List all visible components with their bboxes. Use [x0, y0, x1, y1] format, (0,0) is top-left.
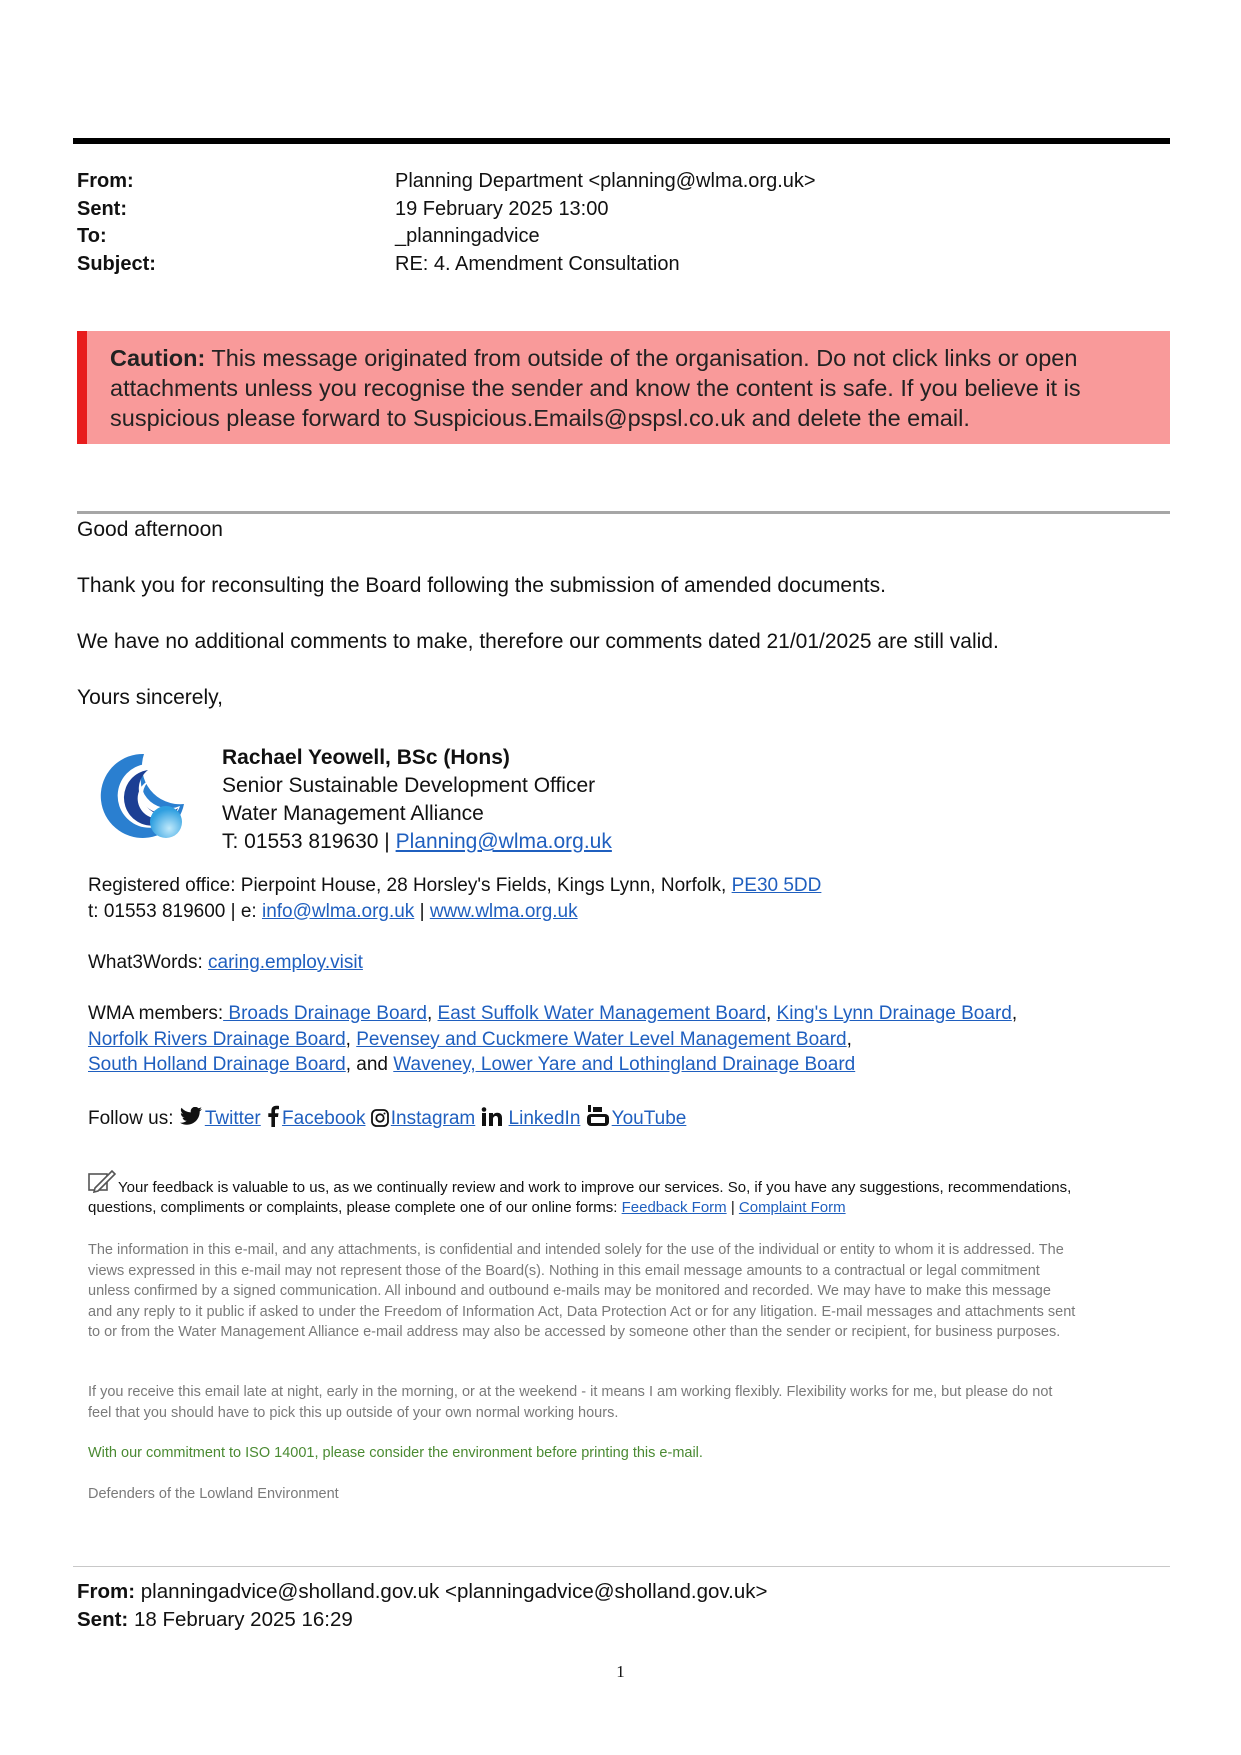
member-link-pevensey[interactable]: Pevensey and Cuckmere Water Level Management Board: [356, 1028, 847, 1050]
flexible-working-note: If you receive this email late at night, early in the morning, or at the weekend - it means I am working flexibly. Flexibility works for me, but please do not feel that you should have to pick this up outside of your own normal working hours.: [88, 1384, 1053, 1421]
previous-email-header: [77, 1578, 767, 1634]
from-value: Planning Department <planning@wlma.org.uk>: [395, 170, 816, 192]
member-link-east-suffolk[interactable]: East Suffolk Water Management Board: [437, 1003, 766, 1024]
linkedin-icon: [481, 1107, 507, 1127]
feedback-notice: [88, 1168, 1088, 1218]
page-number: 1: [616, 1662, 625, 1681]
instagram-icon: [371, 1109, 389, 1127]
separator: |: [726, 1199, 739, 1216]
caution-banner: [77, 331, 1170, 444]
feedback-form-link[interactable]: Feedback Form: [621, 1199, 727, 1216]
feedback-text: Your feedback is valuable to us, as we continually review and work to improve our services. So, if you have any suggestions, recommendations, questions, compliments or complaints, please complete one of our online forms:: [88, 1179, 1072, 1216]
members-label: WMA members:: [88, 1003, 224, 1024]
to-label: To:: [77, 225, 107, 247]
greeting: Good afternoon: [77, 518, 223, 541]
member-link-waveney[interactable]: Waveney, Lower Yare and Lothingland Drainage Board: [393, 1054, 856, 1075]
office-address: Registered office: Pierpoint House, 28 Horsley's Fields, Kings Lynn, Norfolk,: [88, 875, 732, 896]
postcode-link[interactable]: PE30 5DD: [731, 875, 822, 896]
previous-from-label: From:: [77, 1580, 136, 1603]
w3w-link[interactable]: caring.employ.visit: [208, 952, 363, 973]
body-paragraph-1: Thank you for reconsulting the Board following the submission of amended documents.: [77, 574, 886, 597]
follow-label: Follow us:: [88, 1108, 179, 1129]
youtube-link[interactable]: YouTube: [611, 1108, 687, 1129]
motto: Defenders of the Lowland Environment: [88, 1486, 339, 1502]
contact-prefix: t: 01553 819600 | e:: [88, 900, 262, 922]
from-label: From:: [77, 170, 134, 192]
twitter-link[interactable]: Twitter: [204, 1108, 261, 1129]
body-paragraph-2: We have no additional comments to make, therefore our comments dated 21/01/2025 are still valid.: [77, 630, 999, 653]
instagram-link[interactable]: Instagram: [390, 1108, 476, 1129]
w3w-label: What3Words:: [88, 952, 209, 973]
to-value: _planningadvice: [395, 225, 540, 247]
previous-from-value: planningadvice@sholland.gov.uk <planningadvice@sholland.gov.uk>: [135, 1580, 768, 1603]
sent-label: Sent:: [77, 197, 127, 220]
closing: Yours sincerely,: [77, 686, 223, 709]
sent-value: 19 February 2025 13:00: [395, 197, 609, 220]
info-email-link[interactable]: info@wlma.org.uk: [261, 900, 415, 922]
office-info: [88, 873, 821, 924]
subject-label: Subject:: [77, 252, 156, 275]
website-link[interactable]: www.wlma.org.uk: [429, 900, 578, 922]
complaint-form-link[interactable]: Complaint Form: [738, 1199, 846, 1216]
signature-block: [222, 744, 612, 856]
bottom-rule: [73, 1566, 1170, 1567]
top-rule: [73, 138, 1170, 144]
signature-title: Senior Sustainable Development Officer: [222, 774, 596, 797]
member-link-south-holland[interactable]: South Holland Drainage Board: [88, 1054, 346, 1075]
iso-note: With our commitment to ISO 14001, please consider the environment before printing this e-mail.: [88, 1445, 703, 1461]
wma-logo-icon: [96, 748, 192, 844]
subject-value: RE: 4. Amendment Consultation: [395, 252, 680, 275]
previous-sent-value: 18 February 2025 16:29: [128, 1608, 353, 1631]
previous-sent-label: Sent:: [77, 1608, 129, 1631]
signature-email-link[interactable]: Planning@wlma.org.uk: [395, 830, 612, 853]
youtube-icon: [586, 1105, 610, 1127]
member-link-norfolk-rivers[interactable]: Norfolk Rivers Drainage Board: [88, 1028, 346, 1050]
member-link-kings-lynn[interactable]: King's Lynn Drainage Board: [776, 1003, 1012, 1024]
feedback-edit-icon: [88, 1168, 116, 1194]
wma-members: WMA members: Broads Drainage Board, East Suffolk Water Management Board, King's Lynn Drainage Board, Norfolk Rivers Drainage Board, Pevensey and Cuckmere Water Level Management Board, South Holland Drainage Board, and Waveney, Lower Yare and Lothingland Drainage Board: [88, 1003, 1018, 1075]
caution-label: Caution:: [110, 345, 206, 371]
signature-name: Rachael Yeowell, BSc (Hons): [222, 746, 510, 769]
what3words: [88, 950, 363, 976]
separator: |: [414, 900, 430, 922]
and-text: , and: [345, 1054, 394, 1075]
separator-rule: [77, 511, 1170, 514]
twitter-bird-icon: [179, 1107, 203, 1127]
confidentiality-disclaimer: The information in this e-mail, and any attachments, is confidential and intended solely for the use of the individual or entity to whom it is addressed. The views expressed in this e-mail may not represent those of the Board(s). Nothing in this email message amounts to a contractual or legal commitment unless confirmed by a signed communication. All inbound and outbound e-mails may be monitored and recorded. We may have to make this message and any reply to it public if asked to under the Freedom of Information Act, Data Protection Act or for any litigation. E-mail messages and attachments sent to or from the Water Management Alliance e-mail address may also be accessed by someone other than the sender or recipient, for business purposes.: [88, 1242, 1076, 1340]
signature-org: Water Management Alliance: [222, 802, 484, 825]
member-link-broads[interactable]: Broads Drainage Board: [223, 1003, 427, 1024]
email-headers: [77, 168, 816, 278]
caution-text: This message originated from outside of the organisation. Do not click links or open attachments unless you recognise the sender and know the content is safe. If you believe it is suspicious please forward to Suspicious.Emails@pspsl.co.uk and delete the email.: [110, 345, 1081, 431]
follow-us: [88, 1105, 686, 1132]
facebook-icon: [266, 1105, 280, 1127]
signature-phone: T: 01553 819630 |: [222, 830, 396, 853]
facebook-link[interactable]: Facebook: [282, 1108, 366, 1129]
linkedin-link[interactable]: LinkedIn: [508, 1108, 581, 1129]
